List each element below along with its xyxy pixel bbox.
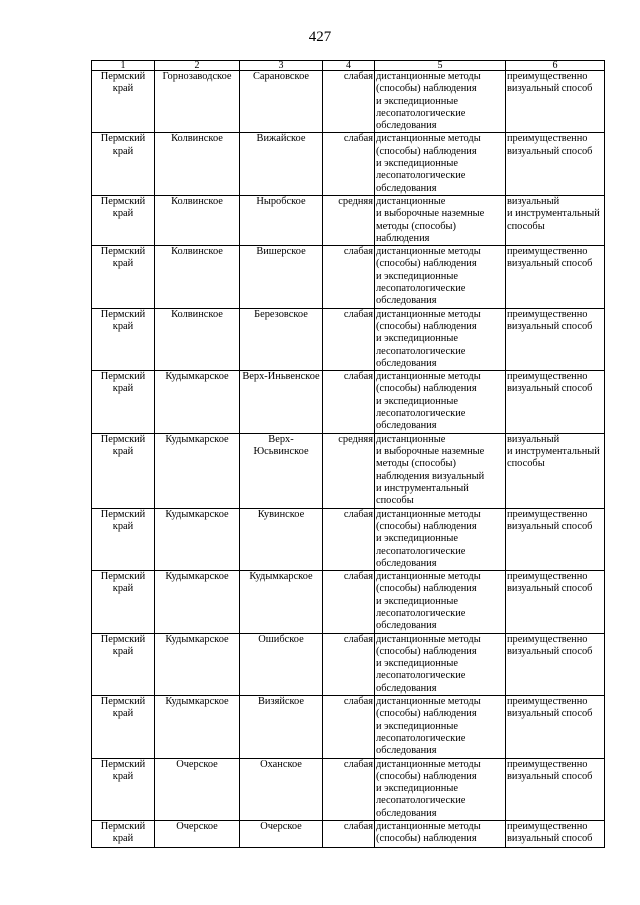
column-number-2: 2 (155, 61, 240, 71)
table-row (92, 696, 605, 758)
region-cell: Пермский край (92, 433, 155, 508)
district-cell: Кудымкарское (155, 433, 240, 508)
forestry-cell: Кувинское (240, 508, 323, 570)
column-number-5: 5 (375, 61, 506, 71)
district-cell: Горнозаводское (155, 71, 240, 133)
approach-cell: преимущественно визуальный способ (506, 571, 605, 633)
approach-cell: преимущественно визуальный способ (506, 633, 605, 695)
district-cell: Кудымкарское (155, 508, 240, 570)
region-cell: Пермский край (92, 758, 155, 820)
forestry-cell: Вишерское (240, 246, 323, 308)
approach-cell: преимущественно визуальный способ (506, 508, 605, 570)
approach-cell: визуальный и инструментальный способы (506, 433, 605, 508)
district-cell: Кудымкарское (155, 571, 240, 633)
forestry-cell: Оханское (240, 758, 323, 820)
forestry-cell: Березовское (240, 308, 323, 370)
approach-cell: преимущественно визуальный способ (506, 133, 605, 195)
table-row (92, 821, 605, 848)
forestry-cell: Вижайское (240, 133, 323, 195)
page-number: 427 (308, 29, 332, 45)
methods-cell: дистанционные и выборочные наземные методы (способы) наблюдения визуальный и инструментальный способы (375, 433, 506, 508)
forestry-cell: Визяйское (240, 696, 323, 758)
level-cell: средняя (323, 195, 375, 245)
table-row (92, 571, 605, 633)
table-row (92, 195, 605, 245)
region-cell: Пермский край (92, 308, 155, 370)
table-row (92, 371, 605, 433)
column-number-1: 1 (92, 61, 155, 71)
methods-cell: дистанционные методы (способы) наблюдения и экспедиционные лесопатологические обследования (375, 571, 506, 633)
approach-cell: преимущественно визуальный способ (506, 71, 605, 133)
district-cell: Колвинское (155, 195, 240, 245)
table-row (92, 433, 605, 508)
level-cell: слабая (323, 371, 375, 433)
forestry-cell: Верх- Юсьвинское (240, 433, 323, 508)
methods-cell: дистанционные методы (способы) наблюдения и экспедиционные лесопатологические обследования (375, 308, 506, 370)
forestry-cell: Кудымкарское (240, 571, 323, 633)
level-cell: слабая (323, 133, 375, 195)
approach-cell: визуальный и инструментальный способы (506, 195, 605, 245)
level-cell: слабая (323, 696, 375, 758)
region-cell: Пермский край (92, 508, 155, 570)
approach-cell: преимущественно визуальный способ (506, 371, 605, 433)
region-cell: Пермский край (92, 133, 155, 195)
column-number-4: 4 (323, 61, 375, 71)
forestry-cell: Ныробское (240, 195, 323, 245)
region-cell: Пермский край (92, 195, 155, 245)
level-cell: слабая (323, 508, 375, 570)
column-number-3: 3 (240, 61, 323, 71)
methods-cell: дистанционные методы (способы) наблюдения и экспедиционные лесопатологические обследования (375, 133, 506, 195)
district-cell: Колвинское (155, 246, 240, 308)
level-cell: слабая (323, 758, 375, 820)
level-cell: средняя (323, 433, 375, 508)
level-cell: слабая (323, 71, 375, 133)
table-row (92, 246, 605, 308)
forestry-cell: Сарановское (240, 71, 323, 133)
methods-cell: дистанционные методы (способы) наблюдения и экспедиционные лесопатологические обследования (375, 758, 506, 820)
region-cell: Пермский край (92, 71, 155, 133)
district-cell: Колвинское (155, 308, 240, 370)
district-cell: Очерское (155, 758, 240, 820)
table-row (92, 633, 605, 695)
approach-cell: преимущественно визуальный способ (506, 696, 605, 758)
table-row (92, 133, 605, 195)
level-cell: слабая (323, 246, 375, 308)
district-cell: Кудымкарское (155, 371, 240, 433)
methods-cell: дистанционные методы (способы) наблюдения и экспедиционные лесопатологические обследования (375, 633, 506, 695)
methods-cell: дистанционные методы (способы) наблюдения (375, 821, 506, 848)
column-number-row (92, 61, 605, 71)
region-cell: Пермский край (92, 571, 155, 633)
district-cell: Колвинское (155, 133, 240, 195)
methods-cell: дистанционные методы (способы) наблюдения и экспедиционные лесопатологические обследования (375, 508, 506, 570)
table-row (92, 508, 605, 570)
table-row (92, 71, 605, 133)
table-row (92, 308, 605, 370)
level-cell: слабая (323, 308, 375, 370)
methods-cell: дистанционные и выборочные наземные методы (способы) наблюдения (375, 195, 506, 245)
forestry-cell: Верх-Иньвенское (240, 371, 323, 433)
region-cell: Пермский край (92, 246, 155, 308)
district-cell: Кудымкарское (155, 633, 240, 695)
forest-monitoring-table (91, 60, 605, 848)
level-cell: слабая (323, 571, 375, 633)
approach-cell: преимущественно визуальный способ (506, 821, 605, 848)
approach-cell: преимущественно визуальный способ (506, 246, 605, 308)
level-cell: слабая (323, 633, 375, 695)
forestry-cell: Ошибское (240, 633, 323, 695)
methods-cell: дистанционные методы (способы) наблюдения и экспедиционные лесопатологические обследования (375, 71, 506, 133)
approach-cell: преимущественно визуальный способ (506, 758, 605, 820)
region-cell: Пермский край (92, 371, 155, 433)
column-number-6: 6 (506, 61, 605, 71)
methods-cell: дистанционные методы (способы) наблюдения и экспедиционные лесопатологические обследования (375, 246, 506, 308)
methods-cell: дистанционные методы (способы) наблюдения и экспедиционные лесопатологические обследования (375, 371, 506, 433)
approach-cell: преимущественно визуальный способ (506, 308, 605, 370)
forestry-cell: Очерское (240, 821, 323, 848)
region-cell: Пермский край (92, 696, 155, 758)
level-cell: слабая (323, 821, 375, 848)
district-cell: Очерское (155, 821, 240, 848)
methods-cell: дистанционные методы (способы) наблюдения и экспедиционные лесопатологические обследования (375, 696, 506, 758)
district-cell: Кудымкарское (155, 696, 240, 758)
region-cell: Пермский край (92, 633, 155, 695)
table-row (92, 758, 605, 820)
region-cell: Пермский край (92, 821, 155, 848)
